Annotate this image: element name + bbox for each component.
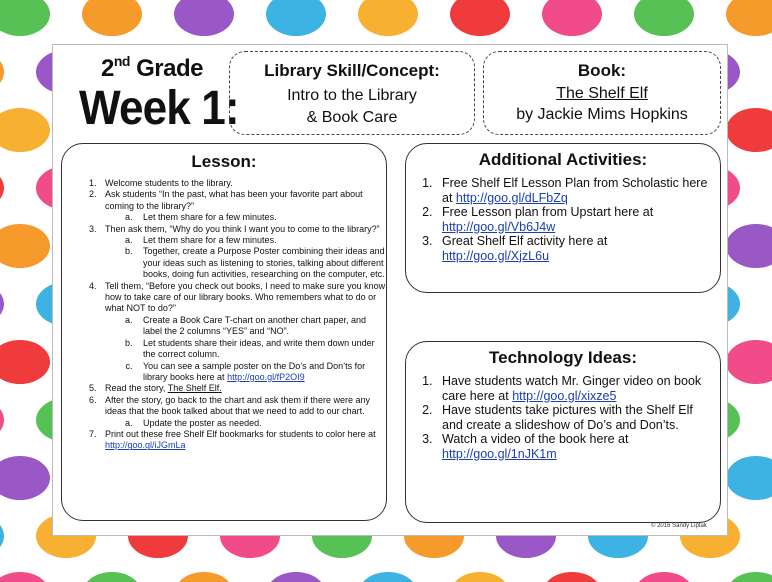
- upstart-link[interactable]: http://goo.gl/Vb6J4w: [442, 219, 556, 234]
- lesson-step: 7. Print out these free Shelf Elf bookmarks for students to color here at http://goo.gl/iJGmLa: [99, 429, 386, 452]
- book-box: [483, 51, 721, 135]
- technology-list: [406, 374, 720, 461]
- polka-dot: [450, 0, 510, 36]
- polka-dot: [542, 572, 602, 582]
- polka-dot: [266, 572, 326, 582]
- lesson-step: 4. Tell them, “Before you check out books, I need to make sure you know how to take care of our library books. Who remembers what to do or what NOT to do?” a. Create a Book Care T-chart on another chart paper, and label the 2 columns “YES” and “NO”. b. Let students share their ideas, and write them down under the correct column. c. You can see a sample poster on the Do’s and Don’ts for library books here at http://goo.gl/fP2OI9: [99, 281, 386, 384]
- scholastic-link[interactable]: http://goo.gl/dLFbZq: [455, 190, 568, 205]
- week-title: Week 1:: [79, 82, 239, 135]
- polka-dot: [634, 572, 694, 582]
- polka-dot: [726, 108, 772, 152]
- book-author: by Jackie Mims Hopkins: [516, 106, 688, 123]
- activity-link[interactable]: http://goo.gl/XjzL6u: [442, 248, 550, 263]
- grade-label: 2nd Grade: [101, 53, 204, 82]
- lesson-step: 2. Ask students “In the past, what has been your favorite part about coming to the library?” a. Let them share for a few minutes.: [99, 189, 386, 223]
- lesson-panel: [61, 143, 387, 521]
- polka-dot: [0, 514, 4, 558]
- technology-ideas-panel: [405, 341, 721, 523]
- polka-dot: [0, 50, 4, 94]
- book-video-link[interactable]: http://goo.gl/1nJK1m: [442, 446, 557, 461]
- polka-dot: [0, 398, 4, 442]
- lesson-step: 5. Read the story, The Shelf Elf.: [99, 383, 386, 394]
- list-item: 1. Free Shelf Elf Lesson Plan from Scholastic here at http://goo.gl/dLFbZq: [436, 176, 710, 205]
- book-title: The Shelf Elf: [556, 85, 648, 102]
- lesson-substep: b. Let students share their ideas, and write them down under the correct column.: [135, 338, 386, 361]
- lesson-substep: b. Together, create a Purpose Poster combining their ideas and your ideas such as listening to stories, talking about different books, doing fun activities, researching on the computer, etc.: [135, 246, 386, 280]
- polka-dot: [726, 224, 772, 268]
- lesson-substep: a. Let them share for a few minutes.: [135, 235, 386, 246]
- lesson-substep: a. Update the poster as needed.: [135, 418, 386, 429]
- polka-dot: [0, 166, 4, 210]
- list-item: 2. Have students take pictures with the Shelf Elf and create a slideshow of Do’s and Don’ts.: [436, 403, 710, 432]
- polka-dot: [634, 0, 694, 36]
- polka-dot: [174, 0, 234, 36]
- copyright: © 2016 Sandy Liptak: [651, 523, 707, 529]
- polka-dot: [0, 224, 50, 268]
- lesson-steps: [62, 178, 386, 452]
- book-heading: Book:: [577, 61, 627, 80]
- polka-dot: [358, 0, 418, 36]
- lesson-substep: c. You can see a sample poster on the Do’s and Don’ts for library books here at http://goo.gl/fP2OI9: [135, 361, 386, 384]
- lesson-step: 3. Then ask them, “Why do you think I want you to come to the library?” a. Let them share for a few minutes. b. Together, create a Purpose Poster combining their ideas and your ideas such as listening to stories, talking about different books, doing fun activities, researching on the computer, etc.: [99, 224, 386, 281]
- skill-concept-box: [229, 51, 475, 135]
- list-item: 3. Watch a video of the book here at http://goo.gl/1nJK1m: [436, 432, 710, 461]
- list-item: 2. Free Lesson plan from Upstart here at http://goo.gl/Vb6J4w: [436, 205, 710, 234]
- polka-dot: [726, 0, 772, 36]
- polka-dot: [726, 340, 772, 384]
- ginger-video-link[interactable]: http://goo.gl/xixze5: [512, 388, 617, 403]
- polka-dot: [266, 0, 326, 36]
- lesson-substep: a. Create a Book Care T-chart on another chart paper, and label the 2 columns “YES” and “NO”.: [135, 315, 386, 338]
- list-item: 1. Have students watch Mr. Ginger video on book care here at http://goo.gl/xixze5: [436, 374, 710, 403]
- polka-dot: [0, 0, 50, 36]
- polka-dot: [174, 572, 234, 582]
- polka-dot: [0, 572, 50, 582]
- skill-line-1: Intro to the Library: [287, 87, 417, 104]
- polka-dot: [82, 572, 142, 582]
- lesson-title: Lesson:: [191, 152, 257, 171]
- polka-dot: [0, 282, 4, 326]
- lesson-step: 6. After the story, go back to the chart and ask them if there were any ideas that the book talked about that we need to add to our chart. a. Update the poster as needed.: [99, 395, 386, 429]
- bookmarks-link[interactable]: http://goo.gl/iJGmLa: [105, 440, 186, 451]
- polka-dot: [726, 572, 772, 582]
- polka-dot: [450, 572, 510, 582]
- polka-dot: [82, 0, 142, 36]
- polka-dot: [0, 108, 50, 152]
- technology-title: Technology Ideas:: [489, 348, 637, 367]
- list-item: 3. Great Shelf Elf activity here at http://goo.gl/XjzL6u: [436, 234, 710, 263]
- lesson-step: 1. Welcome students to the library.: [99, 178, 386, 189]
- polka-dot: [358, 572, 418, 582]
- lesson-substep: a. Let them share for a few minutes.: [135, 212, 386, 223]
- polka-dot: [0, 456, 50, 500]
- additional-activities-panel: [405, 143, 721, 293]
- polka-dot: [0, 340, 50, 384]
- poster-link[interactable]: http://goo.gl/fP2OI9: [227, 371, 305, 382]
- polka-dot: [542, 0, 602, 36]
- polka-dot: [726, 456, 772, 500]
- skill-heading: Library Skill/Concept:: [264, 61, 440, 80]
- lesson-plan-page: [52, 44, 728, 536]
- additional-list: [406, 176, 720, 263]
- skill-line-2: & Book Care: [306, 109, 398, 126]
- additional-title: Additional Activities:: [478, 150, 648, 169]
